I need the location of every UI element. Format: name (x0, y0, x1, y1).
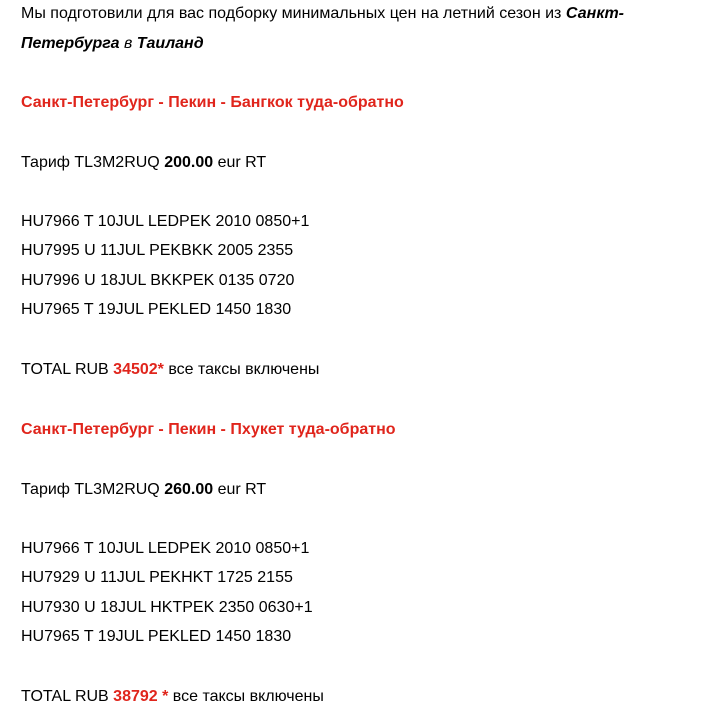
flight-line: HU7965 T 19JUL PEKLED 1450 1830 (21, 301, 292, 318)
offer-1-route-title: Санкт-Петербург - Пекин - Бангкок туда-обратно (21, 94, 404, 111)
intro-line-1 (21, 4, 681, 24)
offer-1-tariff (21, 153, 266, 173)
flight-line: HU7995 U 11JUL PEKBKK 2005 2355 (21, 242, 294, 259)
tariff-suffix: eur RT (213, 481, 267, 498)
intro-text: Мы подготовили для вас подборку минимальных цен на летний сезон из (21, 5, 566, 22)
flight-line: HU7929 U 11JUL PEKHKT 1725 2155 (21, 569, 293, 586)
intro-origin-city-cont: Петербурга (21, 35, 120, 52)
offer-2-tariff (21, 480, 266, 500)
total-amount: 34502* (113, 361, 164, 378)
intro-origin-city: Санкт- (565, 5, 625, 22)
tariff-price: 200.00 (164, 154, 214, 171)
total-amount: 38792 * (113, 688, 169, 705)
offer-1-total (21, 360, 319, 380)
tariff-label: Тариф TL3M2RUQ (21, 481, 165, 498)
intro-line-2 (21, 34, 681, 54)
flight-line: HU7996 U 18JUL BKKPEK 0135 0720 (21, 272, 295, 289)
offer-2-total (21, 687, 324, 707)
flight-line: HU7966 T 10JUL LEDPEK 2010 0850+1 (21, 213, 310, 230)
flight-line: HU7966 T 10JUL LEDPEK 2010 0850+1 (21, 540, 310, 557)
tariff-suffix: eur RT (213, 154, 267, 171)
intro-preposition: в (119, 35, 137, 52)
total-note: все таксы включены (168, 688, 324, 705)
tariff-price: 260.00 (164, 481, 214, 498)
intro-destination: Таиланд (136, 35, 204, 52)
total-label: TOTAL RUB (21, 688, 114, 705)
total-label: TOTAL RUB (21, 361, 114, 378)
tariff-label: Тариф TL3M2RUQ (21, 154, 165, 171)
offer-2-route-title: Санкт-Петербург - Пекин - Пхукет туда-обратно (21, 421, 396, 438)
flight-line: HU7965 T 19JUL PEKLED 1450 1830 (21, 628, 292, 645)
flight-line: HU7930 U 18JUL HKTPEK 2350 0630+1 (21, 599, 313, 616)
total-note: все таксы включены (163, 361, 320, 378)
